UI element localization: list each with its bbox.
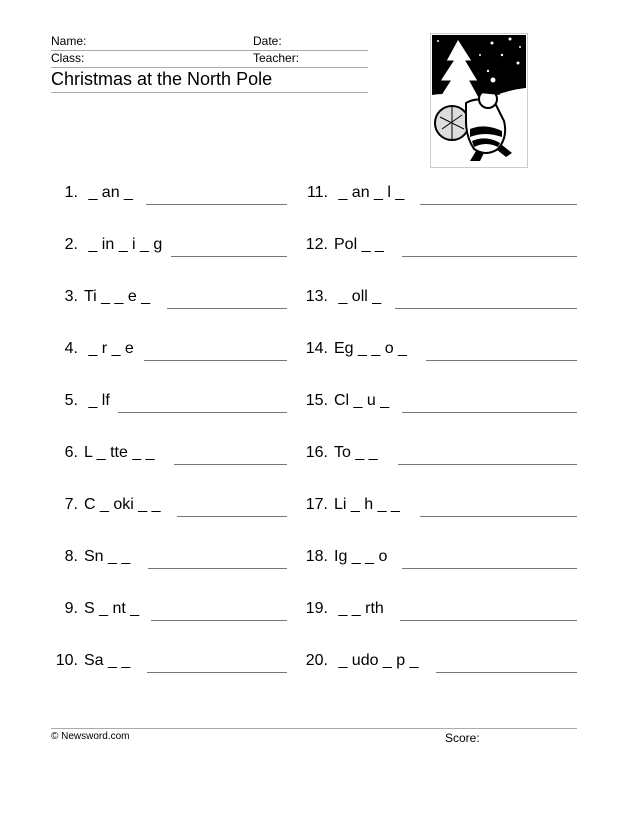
item-word: _ lf — [84, 392, 110, 409]
puzzle-item — [50, 599, 290, 621]
teacher-label: Teacher: — [253, 51, 300, 65]
answer-line[interactable] — [151, 620, 287, 621]
puzzle-item — [300, 391, 580, 413]
item-number: 6. — [64, 444, 78, 461]
answer-line[interactable] — [420, 516, 577, 517]
item-number: 3. — [64, 288, 78, 305]
item-word: Eg _ _ o _ — [334, 340, 407, 357]
answer-line[interactable] — [167, 308, 287, 309]
answer-line[interactable] — [174, 464, 287, 465]
date-label: Date: — [253, 34, 282, 48]
item-word: _ r _ e — [84, 340, 134, 357]
item-word: Sn _ _ — [84, 548, 131, 565]
item-number: 20. — [305, 652, 328, 669]
puzzle-item — [300, 547, 580, 569]
copyright-text: © Newsword.com — [51, 731, 130, 742]
answer-line[interactable] — [146, 204, 287, 205]
item-word: To _ _ — [334, 444, 378, 461]
puzzle-item — [50, 651, 290, 673]
item-word: _ an _ — [84, 184, 133, 201]
puzzle-item — [300, 235, 580, 257]
answer-line[interactable] — [148, 568, 287, 569]
answer-line[interactable] — [420, 204, 577, 205]
puzzle-item — [50, 495, 290, 517]
item-word: _ udo _ p _ — [334, 652, 419, 669]
item-number: 18. — [305, 548, 328, 565]
item-word: Ti _ _ e _ — [84, 288, 151, 305]
item-word: _ oll _ — [334, 288, 382, 305]
answer-line[interactable] — [147, 672, 287, 673]
item-number: 11. — [306, 184, 328, 201]
item-word: L _ tte _ _ — [84, 444, 155, 461]
item-number: 9. — [64, 600, 78, 617]
item-number: 4. — [64, 340, 78, 357]
answer-line[interactable] — [395, 308, 577, 309]
answer-line[interactable] — [436, 672, 577, 673]
item-number: 1. — [64, 184, 78, 201]
item-word: _ in _ i _ g — [84, 236, 163, 253]
puzzle-item — [300, 339, 580, 361]
item-number: 16. — [305, 444, 328, 461]
item-number: 7. — [64, 496, 78, 513]
answer-line[interactable] — [118, 412, 287, 413]
name-date-row — [51, 34, 368, 51]
puzzle-item — [50, 391, 290, 413]
puzzle-item — [300, 495, 580, 517]
item-number: 10. — [55, 652, 78, 669]
item-number: 8. — [64, 548, 78, 565]
answer-line[interactable] — [171, 256, 287, 257]
puzzle-item — [300, 183, 580, 205]
santa-with-sack-icon — [430, 33, 528, 168]
answer-line[interactable] — [144, 360, 287, 361]
page-title: Christmas at the North Pole — [51, 68, 368, 93]
item-number: 12. — [305, 236, 328, 253]
name-label: Name: — [51, 34, 87, 48]
item-word: Li _ h _ _ — [334, 496, 400, 513]
item-number: 2. — [64, 236, 78, 253]
puzzle-item — [50, 287, 290, 309]
item-word: Sa _ _ — [84, 652, 131, 669]
puzzle-item — [300, 287, 580, 309]
item-word: Pol _ _ — [334, 236, 384, 253]
puzzle-item — [50, 235, 290, 257]
answer-line[interactable] — [398, 464, 577, 465]
puzzle-item — [50, 443, 290, 465]
item-word: Ig _ _ o — [334, 548, 388, 565]
item-word: Cl _ u _ — [334, 392, 390, 409]
puzzle-item — [300, 599, 580, 621]
item-number: 14. — [305, 340, 328, 357]
score-label: Score: — [445, 731, 480, 745]
answer-line[interactable] — [400, 620, 577, 621]
puzzle-item — [50, 183, 290, 205]
puzzle-item — [50, 339, 290, 361]
item-number: 17. — [305, 496, 328, 513]
answer-line[interactable] — [402, 568, 577, 569]
item-number: 19. — [305, 600, 328, 617]
puzzle-item — [50, 547, 290, 569]
item-word: _ an _ l _ — [334, 184, 405, 201]
item-word: _ _ rth — [334, 600, 384, 617]
puzzle-item — [300, 651, 580, 673]
answer-line[interactable] — [402, 256, 577, 257]
item-word: S _ nt _ — [84, 600, 140, 617]
item-word: C _ oki _ _ — [84, 496, 161, 513]
item-number: 15. — [305, 392, 328, 409]
item-number: 13. — [305, 288, 328, 305]
answer-line[interactable] — [402, 412, 577, 413]
answer-line[interactable] — [426, 360, 577, 361]
class-teacher-row — [51, 51, 368, 68]
item-number: 5. — [64, 392, 78, 409]
class-label: Class: — [51, 51, 85, 65]
answer-line[interactable] — [177, 516, 287, 517]
footer-divider — [51, 728, 577, 729]
puzzle-item — [300, 443, 580, 465]
